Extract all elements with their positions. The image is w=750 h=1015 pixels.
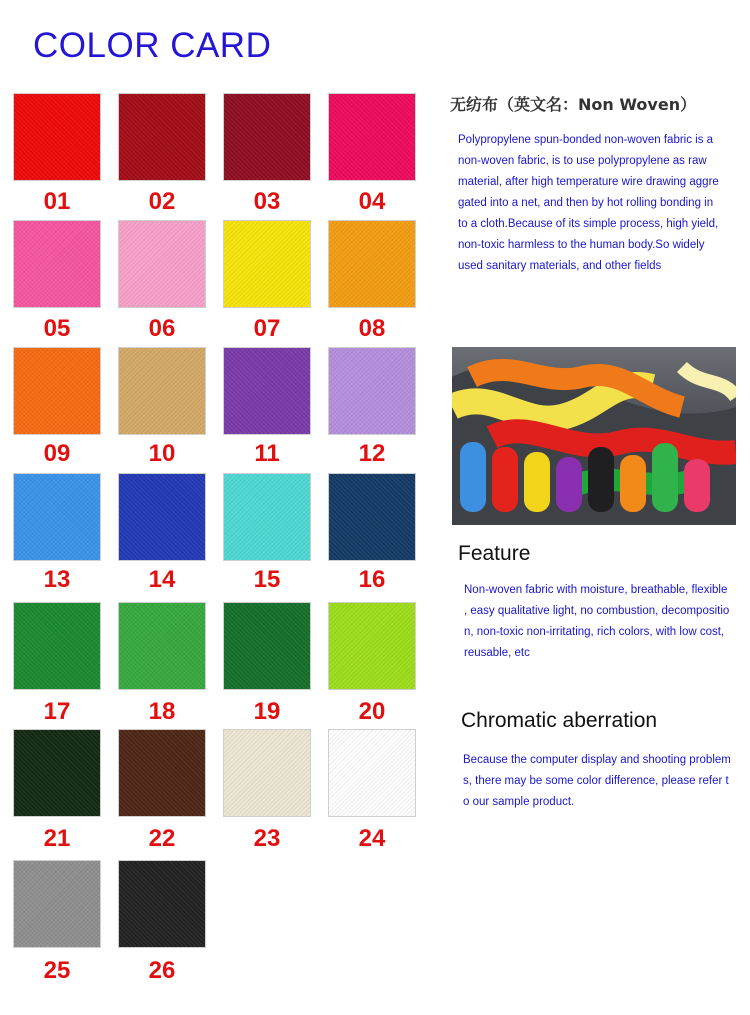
color-swatch: [328, 93, 416, 181]
color-swatch: [328, 220, 416, 308]
feature-line: , easy qualitative light, no combustion, decompositio: [464, 605, 730, 617]
swatch-number: 08: [358, 315, 386, 342]
color-swatch: [328, 473, 416, 561]
color-swatch: [328, 729, 416, 817]
swatch-number: 01: [43, 188, 71, 215]
non-woven-heading: 无纺布（英文名：Non Woven）: [450, 95, 697, 114]
description-line: used sanitary materials, and other fields: [458, 260, 662, 272]
chromatic-aberration-description: [463, 750, 747, 813]
swatch-number: 26: [148, 957, 176, 984]
color-swatch: [13, 93, 101, 181]
color-swatch: [13, 347, 101, 435]
color-swatch: [118, 220, 206, 308]
color-swatch: [13, 473, 101, 561]
swatch-number: 20: [358, 698, 386, 725]
swatch-number: 14: [148, 566, 176, 593]
description-line: material, after high temperature wire drawing aggre: [458, 176, 719, 188]
color-swatch: [223, 347, 311, 435]
swatch-number: 06: [148, 315, 176, 342]
color-swatch: [118, 860, 206, 948]
swatch-number: 04: [358, 188, 386, 215]
description-line: to a cloth.Because of its simple process, high yield,: [458, 218, 719, 230]
swatch-number: 02: [148, 188, 176, 215]
swatch-number: 24: [358, 825, 386, 852]
color-swatch: [223, 93, 311, 181]
color-swatch: [328, 602, 416, 690]
chromatic-aberration-heading: Chromatic aberration: [461, 709, 658, 732]
color-swatch: [13, 220, 101, 308]
swatch-number: 21: [43, 825, 71, 852]
feature-description: [464, 580, 729, 664]
swatch-number: 11: [254, 440, 280, 467]
swatch-number: 15: [253, 566, 281, 593]
color-swatch: [13, 602, 101, 690]
swatch-number: 07: [253, 315, 281, 342]
swatch-number: 05: [43, 315, 71, 342]
feature-line: Non-woven fabric with moisture, breathable, flexible: [464, 584, 728, 596]
swatch-number: 12: [358, 440, 386, 467]
feature-heading: Feature: [458, 542, 531, 565]
swatch-number: 25: [43, 957, 71, 984]
feature-line: reusable, etc: [464, 647, 530, 659]
swatch-number: 17: [43, 698, 71, 725]
chromatic-line: s, there may be some color difference, please refer t: [463, 775, 729, 787]
feature-line: n, non-toxic non-irritating, rich colors, with low cost,: [464, 626, 725, 638]
color-swatch: [223, 602, 311, 690]
color-swatch: [13, 860, 101, 948]
color-swatch: [118, 93, 206, 181]
swatch-number: 16: [358, 566, 386, 593]
non-woven-description: [458, 130, 719, 277]
color-swatch: [223, 729, 311, 817]
swatch-number: 18: [148, 698, 176, 725]
color-swatch: [13, 729, 101, 817]
color-swatch: [223, 473, 311, 561]
color-swatch: [118, 602, 206, 690]
page-title: COLOR CARD: [33, 26, 272, 65]
fabric-rolls-illustration: [452, 347, 736, 525]
swatch-number: 13: [43, 566, 71, 593]
chromatic-line: o our sample product.: [463, 796, 575, 808]
swatch-number: 09: [43, 440, 71, 467]
swatch-number: 10: [148, 440, 176, 467]
color-swatch: [328, 347, 416, 435]
description-line: non-woven fabric, is to use polypropylene as raw: [458, 155, 707, 167]
chromatic-line: Because the computer display and shooting problem: [463, 754, 731, 766]
fabric-rolls-photo: [452, 347, 736, 525]
swatch-number: 03: [253, 188, 281, 215]
swatch-number: 19: [253, 698, 281, 725]
swatch-number: 22: [148, 825, 176, 852]
color-swatch: [223, 220, 311, 308]
description-line: non-toxic harmless to the human body.So widely: [458, 239, 705, 251]
description-line: Polypropylene spun-bonded non-woven fabric is a: [458, 134, 714, 146]
color-swatch: [118, 473, 206, 561]
swatch-number: 23: [253, 825, 281, 852]
description-line: gated into a net, and then by hot rolling bonding in: [458, 197, 714, 209]
color-swatch: [118, 347, 206, 435]
color-swatch: [118, 729, 206, 817]
